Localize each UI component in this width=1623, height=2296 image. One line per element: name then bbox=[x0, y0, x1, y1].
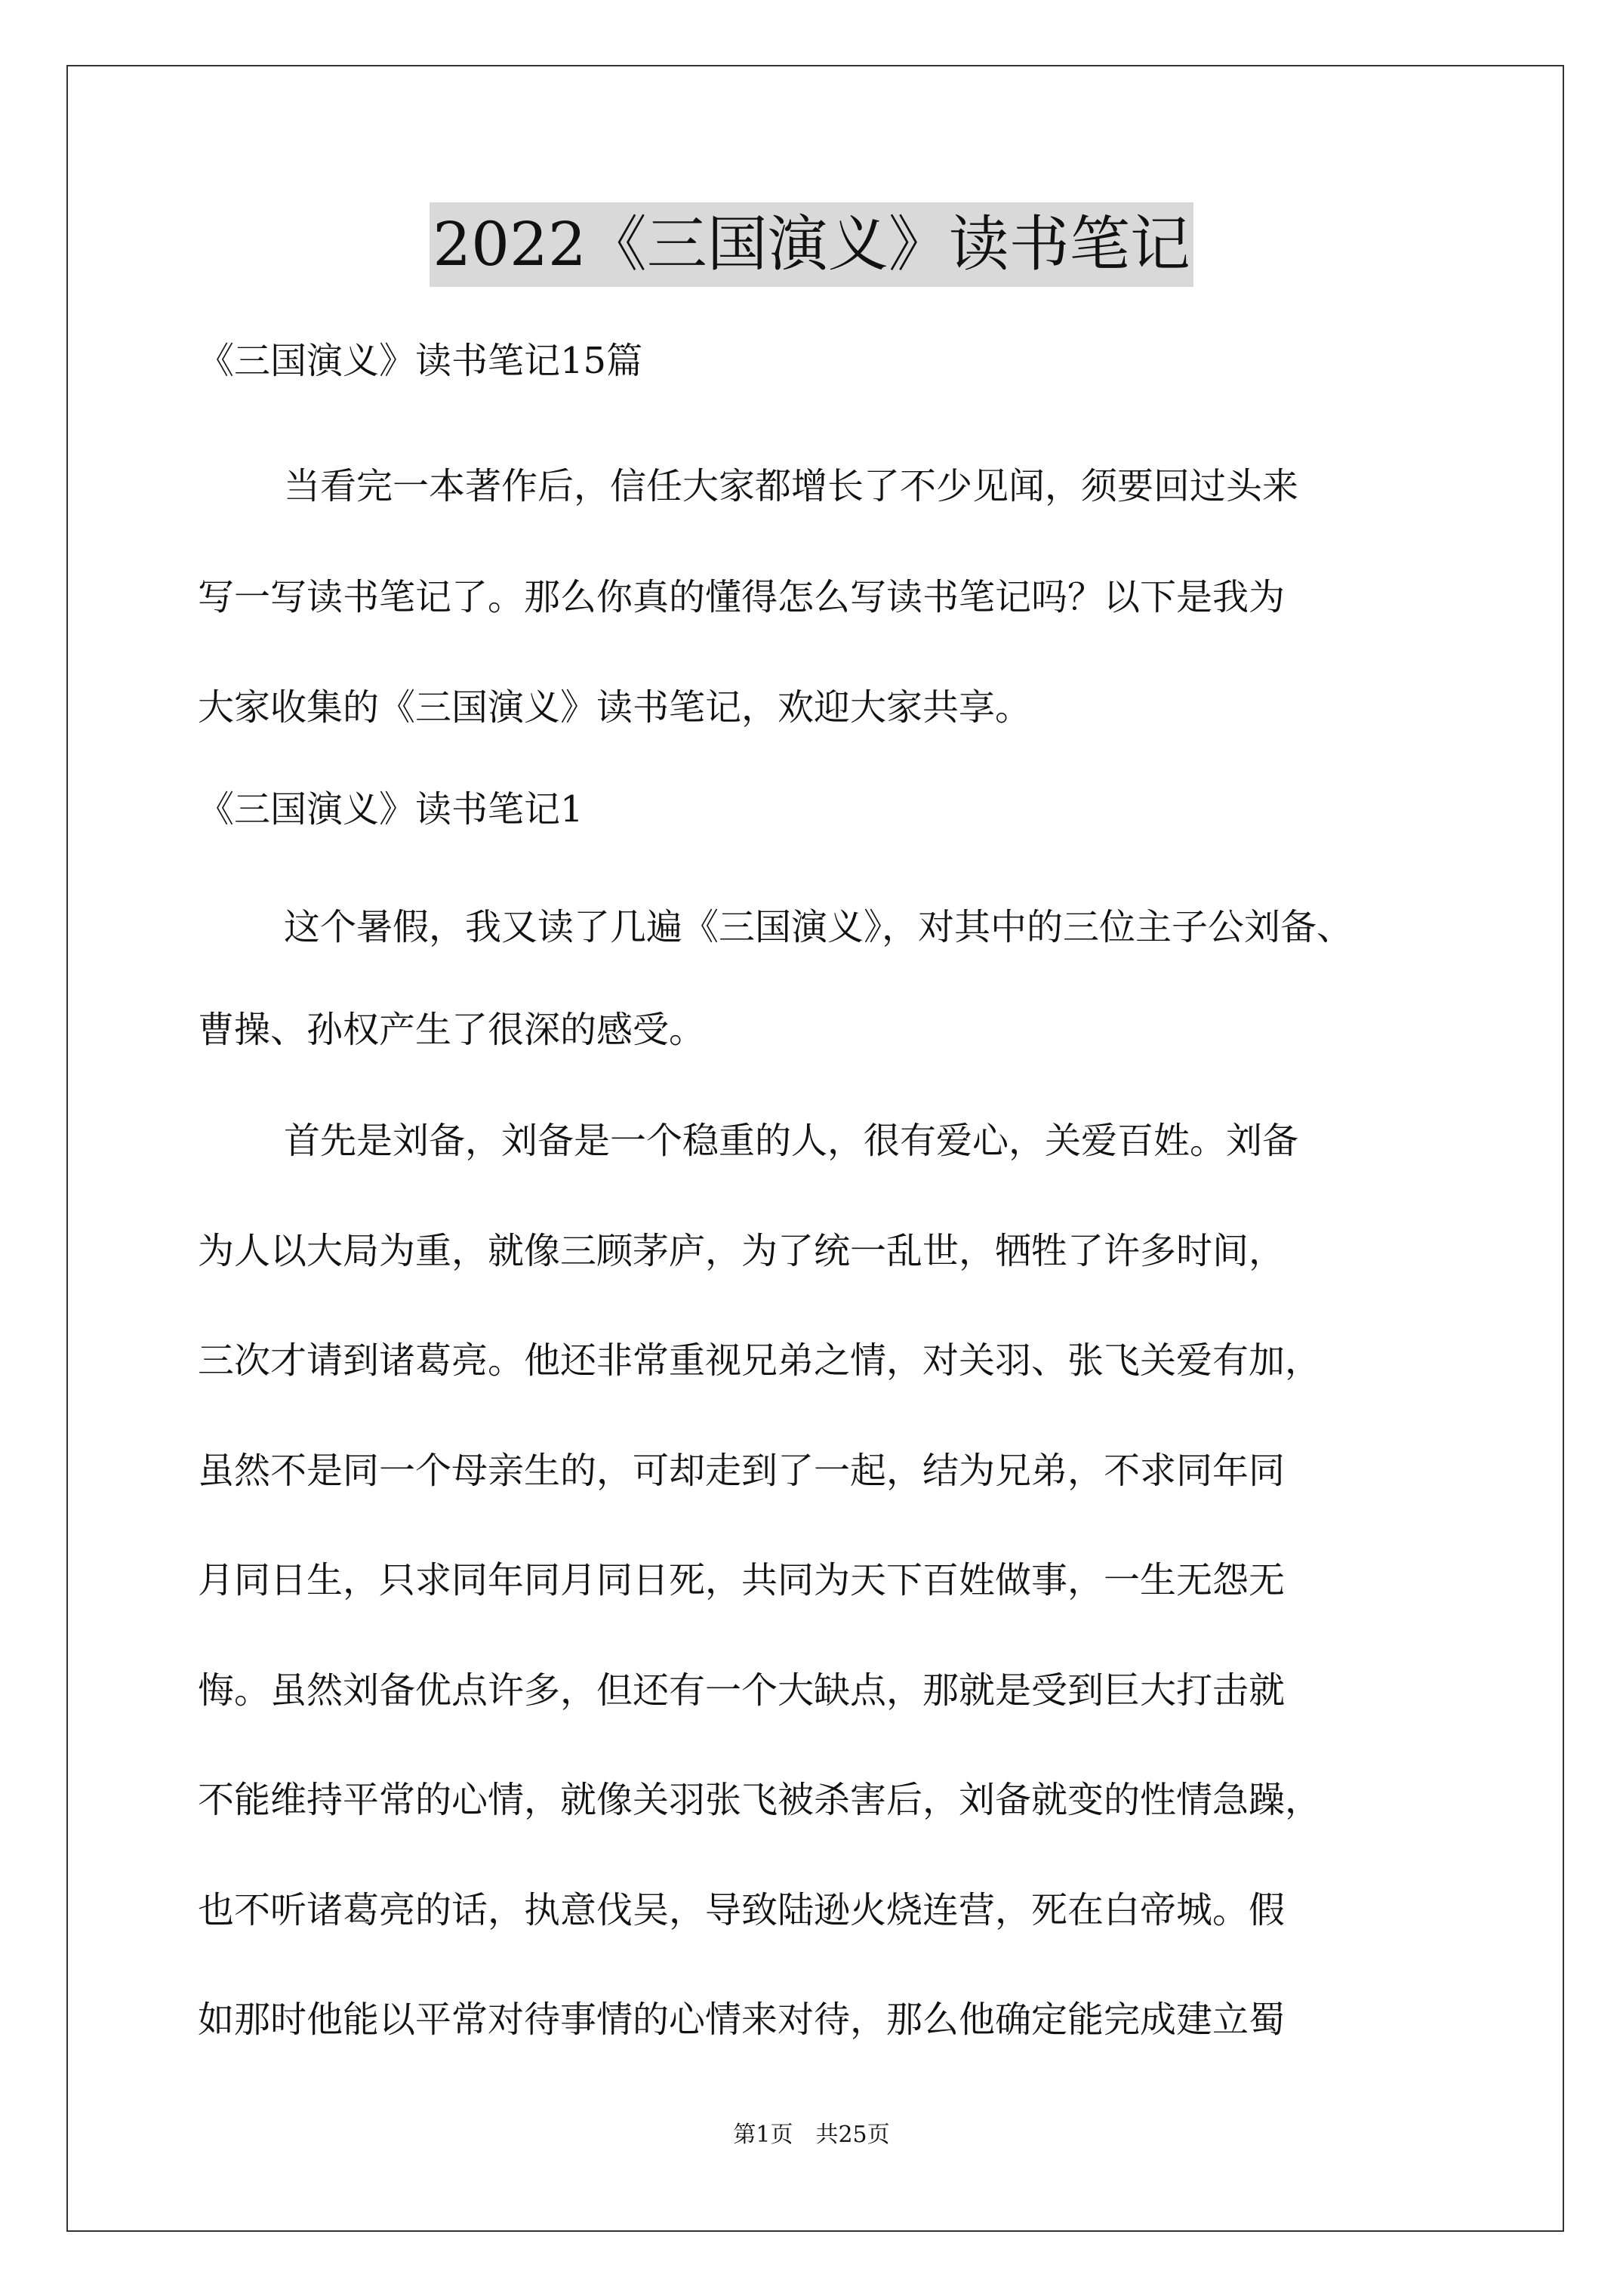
paragraph-line: 当看完一本著作后，信任大家都增长了不少见闻，须要回过头来 bbox=[284, 465, 1299, 507]
paragraph-line: 三次才请到诸葛亮。他还非常重视兄弟之情，对关羽、张飞关爱有加， bbox=[198, 1339, 1322, 1382]
paragraph-line: 写一写读书笔记了。那么你真的懂得怎么写读书笔记吗？以下是我为 bbox=[198, 576, 1286, 618]
paragraph-line: 如那时他能以平常对待事情的心情来对待，那么他确定能完成建立蜀 bbox=[198, 1999, 1286, 2041]
paragraph-line: 也不听诸葛亮的话，执意伐吴，导致陆逊火烧连营，死在白帝城。假 bbox=[198, 1889, 1286, 1931]
section-heading-note-1: 《三国演义》读书笔记1 bbox=[198, 788, 584, 831]
paragraph-line: 首先是刘备，刘备是一个稳重的人，很有爱心，关爱百姓。刘备 bbox=[284, 1120, 1299, 1162]
document-title: 2022《三国演义》读书笔记 bbox=[430, 202, 1193, 287]
paragraph-line: 月同日生，只求同年同月同日死，共同为天下百姓做事，一生无怨无 bbox=[198, 1559, 1286, 1601]
paragraph-line: 大家收集的《三国演义》读书笔记，欢迎大家共享。 bbox=[198, 686, 1032, 729]
paragraph-line: 为人以大局为重，就像三顾茅庐，为了统一乱世，牺牲了许多时间， bbox=[198, 1230, 1286, 1272]
paragraph-line: 不能维持平常的心情，就像关羽张飞被杀害后，刘备就变的性情急躁， bbox=[198, 1779, 1322, 1821]
paragraph-line: 这个暑假，我又读了几遍《三国演义》，对其中的三位主子公刘备、 bbox=[284, 906, 1354, 948]
section-heading-collection: 《三国演义》读书笔记15篇 bbox=[198, 340, 643, 382]
page-number-footer: 第1页 共25页 bbox=[733, 2122, 890, 2148]
paragraph-line: 曹操、孙权产生了很深的感受。 bbox=[198, 1009, 706, 1051]
paragraph-line: 虽然不是同一个母亲生的，可却走到了一起，结为兄弟，不求同年同 bbox=[198, 1450, 1286, 1492]
paragraph-line: 悔。虽然刘备优点许多，但还有一个大缺点，那就是受到巨大打击就 bbox=[198, 1669, 1286, 1712]
title-container bbox=[0, 202, 1623, 287]
